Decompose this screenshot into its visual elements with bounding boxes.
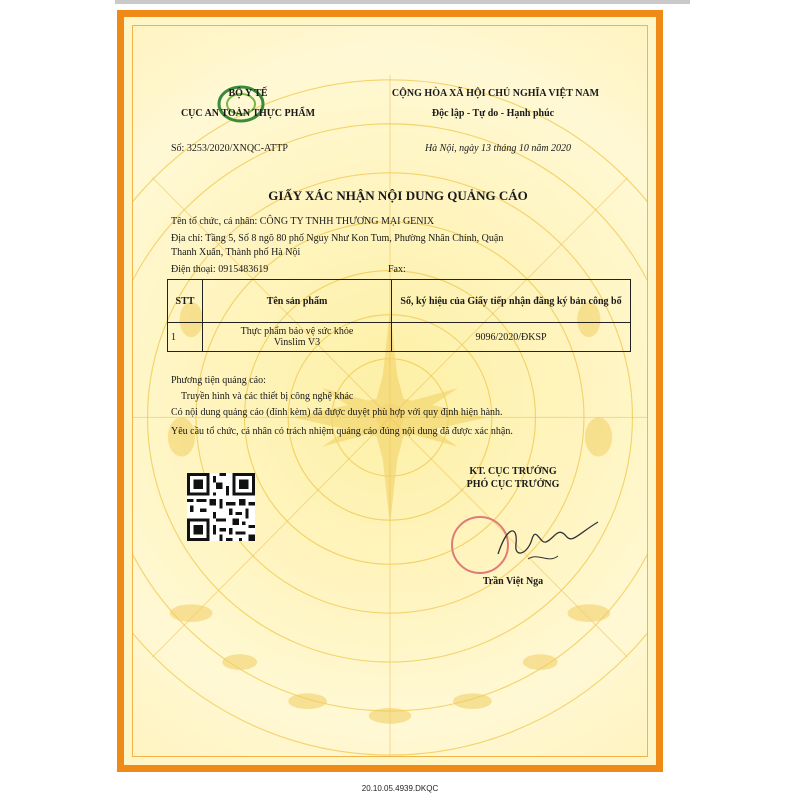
signature-title-line-1: KT. CỤC TRƯỞNG bbox=[469, 466, 557, 477]
row-product-line-2: Vinslim V3 bbox=[273, 337, 321, 348]
org-fax: Fax: bbox=[388, 264, 406, 275]
agency-name: CỤC AN TOÀN THỰC PHẨM bbox=[180, 108, 316, 119]
request-statement: Yêu cầu tổ chức, cá nhân có trách nhiệm quảng cáo đúng nội dung đã được xác nhận. bbox=[171, 426, 513, 437]
row-product bbox=[203, 323, 392, 352]
org-address-line-2: Thanh Xuân, Thành phố Hà Nội bbox=[171, 247, 301, 258]
row-stt: 1 bbox=[168, 323, 203, 352]
means-label: Phương tiện quảng cáo: bbox=[171, 375, 266, 386]
table-row bbox=[168, 323, 631, 352]
signer-name: Trần Việt Nga bbox=[482, 576, 544, 587]
org-address-line-1: Địa chỉ: Tầng 5, Số 8 ngõ 80 phố Nguy Như Kon Tum, Phường Nhân Chính, Quận bbox=[171, 233, 504, 244]
approved-statement: Có nội dung quảng cáo (đính kèm) đã được duyệt phù hợp với quy định hiện hành. bbox=[171, 407, 503, 418]
ministry-name: BỘ Y TẾ bbox=[228, 88, 268, 99]
scan-edge-line bbox=[115, 0, 690, 4]
header-product-name: Tên sản phẩm bbox=[203, 280, 392, 323]
product-table bbox=[167, 279, 631, 352]
signature-title-line-2: PHÓ CỤC TRƯỞNG bbox=[466, 479, 560, 490]
document-title: GIẤY XÁC NHẬN NỘI DUNG QUẢNG CÁO bbox=[268, 188, 528, 203]
national-motto: Độc lập - Tự do - Hạnh phúc bbox=[431, 108, 555, 119]
table-header-row bbox=[168, 280, 631, 323]
issue-date: Hà Nội, ngày 13 tháng 10 năm 2020 bbox=[424, 143, 572, 154]
header-registration-number: Số, ký hiệu của Giấy tiếp nhận đăng ký bản công bố bbox=[392, 280, 631, 323]
org-name: Tên tổ chức, cá nhân: CÔNG TY TNHH THƯƠNG MẠI GENIX bbox=[171, 216, 435, 227]
certificate-frame bbox=[117, 10, 663, 772]
means-value: Truyền hình và các thiết bị công nghệ khác bbox=[181, 391, 354, 402]
republic-name: CỘNG HÒA XÃ HỘI CHỦ NGHĨA VIỆT NAM bbox=[391, 88, 600, 99]
certificate-paper bbox=[132, 25, 648, 757]
signature-scribble bbox=[488, 514, 608, 569]
row-code: 9096/2020/ĐKSP bbox=[392, 323, 631, 352]
row-product-line-1: Thực phẩm bảo vệ sức khỏe bbox=[240, 326, 354, 337]
qr-code-icon bbox=[187, 473, 255, 541]
footer-code: 20.10.05.4939.DKQC bbox=[361, 784, 439, 793]
document-number: Số: 3253/2020/XNQC-ATTP bbox=[171, 143, 288, 154]
org-phone: Điện thoại: 0915483619 bbox=[171, 264, 269, 275]
header-stt: STT bbox=[168, 280, 203, 323]
